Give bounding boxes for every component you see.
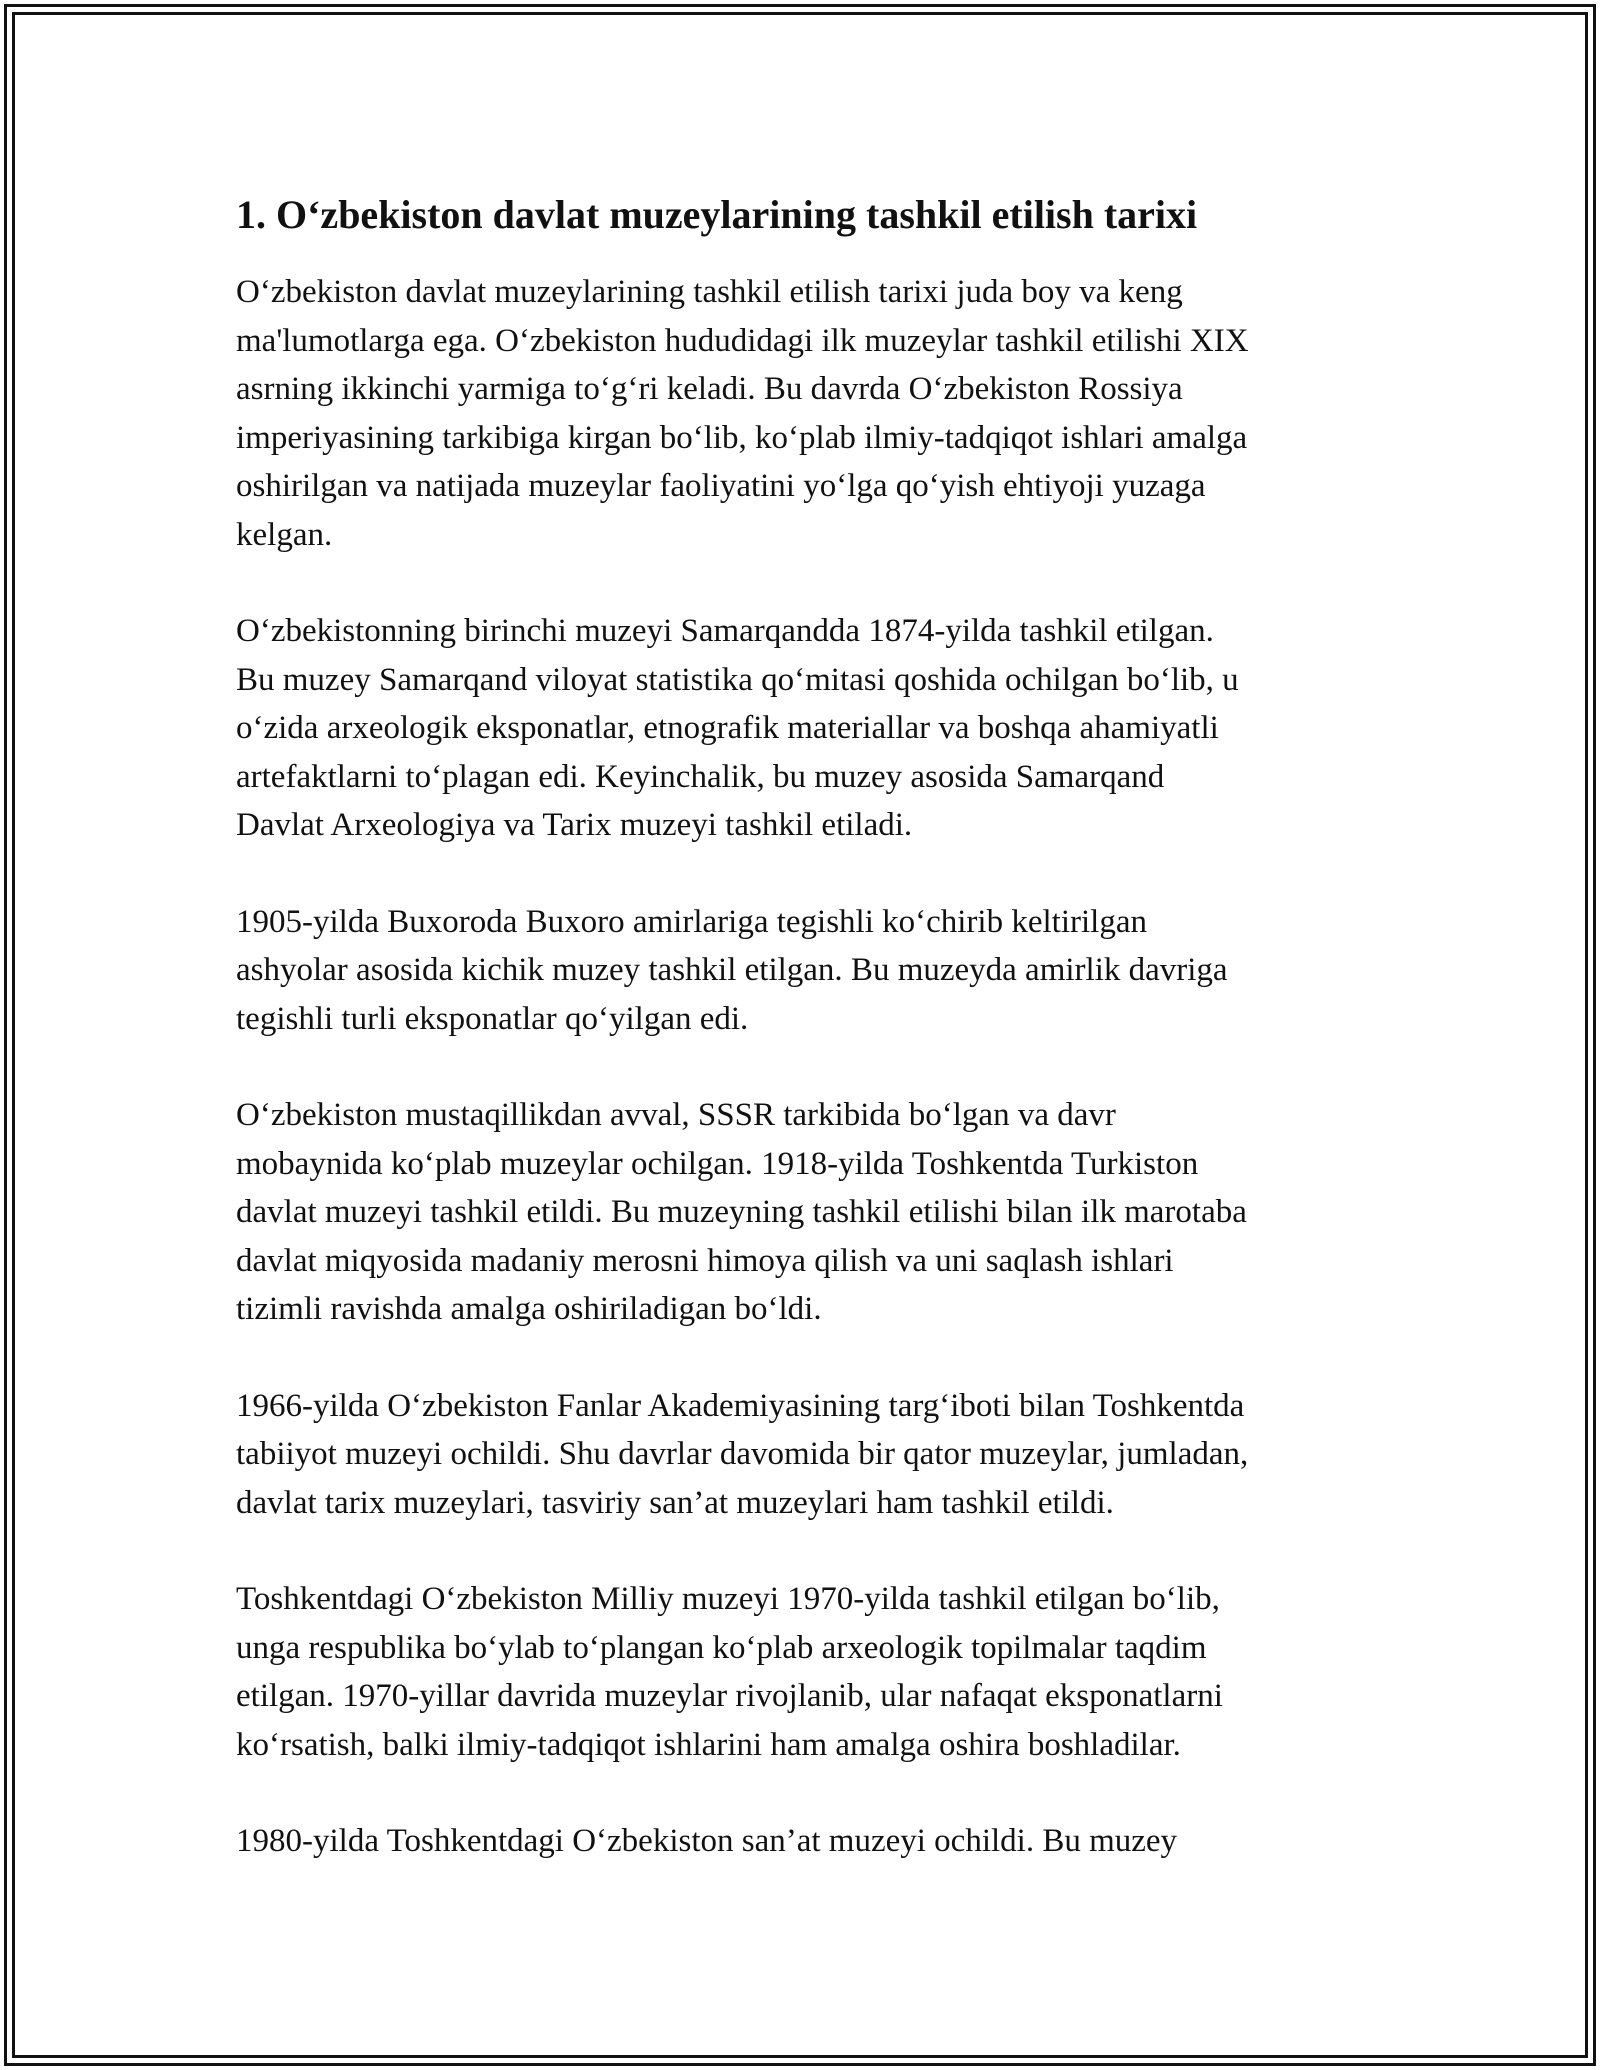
- text-line: ma'lumotlarga ega. O‘zbekiston hududidagi ilk muzeylar tashkil etilishi XIX: [236, 322, 1249, 359]
- paragraph: [236, 1575, 1396, 1769]
- text-line: unga respublika bo‘ylab to‘plangan ko‘plab arxeologik topilmalar taqdim: [236, 1629, 1207, 1666]
- paragraph: [236, 1817, 1396, 1866]
- text-line: tegishli turli eksponatlar qo‘yilgan edi.: [236, 1000, 749, 1037]
- text-line: tizimli ravishda amalga oshiriladigan bo‘ldi.: [236, 1291, 822, 1327]
- text-line: Toshkentdagi O‘zbekiston Milliy muzeyi 1970-yilda tashkil etilgan bo‘lib,: [236, 1581, 1220, 1617]
- text-line: O‘zbekistonning birinchi muzeyi Samarqandda 1874-yilda tashkil etilgan.: [236, 613, 1214, 649]
- paragraph: [236, 1382, 1396, 1528]
- text-line: Davlat Arxeologiya va Tarix muzeyi tashkil etiladi.: [236, 807, 913, 843]
- text-line: artefaktlarni to‘plagan edi. Keyinchalik, bu muzey asosida Samarqand: [236, 758, 1165, 795]
- text-line: 1905-yilda Buxoroda Buxoro amirlariga tegishli ko‘chirib keltirilgan: [236, 903, 1147, 940]
- text-line: imperiyasining tarkibiga kirgan bo‘lib, ko‘plab ilmiy-tadqiqot ishlari amalga: [236, 419, 1248, 456]
- text-line: O‘zbekiston davlat muzeylarining tashkil etilish tarixi juda boy va keng: [236, 274, 1183, 310]
- text-line: etilgan. 1970-yillar davrida muzeylar rivojlanib, ular nafaqat eksponatlarni: [236, 1678, 1223, 1714]
- document-page: [236, 188, 1396, 1914]
- text-line: 1980-yilda Toshkentdagi O‘zbekiston san’at muzeyi ochildi. Bu muzey: [236, 1823, 1178, 1859]
- text-line: davlat miqyosida madaniy merosni himoya qilish va uni saqlash ishlari: [236, 1242, 1174, 1279]
- paragraph: [236, 268, 1396, 559]
- text-line: kelgan.: [236, 516, 333, 553]
- text-line: mobaynida ko‘plab muzeylar ochilgan. 1918-yilda Toshkentda Turkiston: [236, 1145, 1199, 1182]
- text-line: oshirilgan va natijada muzeylar faoliyatini yo‘lga qo‘yish ehtiyoji yuzaga: [236, 468, 1206, 504]
- text-line: ashyolar asosida kichik muzey tashkil etilgan. Bu muzeyda amirlik davriga: [236, 952, 1228, 988]
- paragraph: [236, 898, 1396, 1044]
- text-line: O‘zbekiston mustaqillikdan avval, SSSR tarkibida bo‘lgan va davr: [236, 1097, 1116, 1133]
- text-line: Bu muzey Samarqand viloyat statistika qo‘mitasi qoshida ochilgan bo‘lib, u: [236, 661, 1239, 698]
- text-line: davlat muzeyi tashkil etildi. Bu muzeyning tashkil etilishi bilan ilk marotaba: [236, 1194, 1247, 1230]
- document-title: 1. O‘zbekiston davlat muzeylarining tashkil etilish tarixi: [236, 192, 1198, 237]
- paragraph: [236, 607, 1396, 850]
- paragraph: [236, 1091, 1396, 1334]
- text-line: o‘zida arxeologik eksponatlar, etnografik materiallar va boshqa ahamiyatli: [236, 710, 1219, 746]
- text-line: tabiiyot muzeyi ochildi. Shu davrlar davomida bir qator muzeylar, jumladan,: [236, 1436, 1249, 1472]
- text-line: 1966-yilda O‘zbekiston Fanlar Akademiyasining targ‘iboti bilan Toshkentda: [236, 1387, 1245, 1424]
- text-line: davlat tarix muzeylari, tasviriy san’at muzeylari ham tashkil etildi.: [236, 1484, 1114, 1521]
- text-line: asrning ikkinchi yarmiga to‘g‘ri keladi. Bu davrda O‘zbekiston Rossiya: [236, 371, 1183, 407]
- text-line: ko‘rsatish, balki ilmiy-tadqiqot ishlarini ham amalga oshira boshladilar.: [236, 1726, 1181, 1763]
